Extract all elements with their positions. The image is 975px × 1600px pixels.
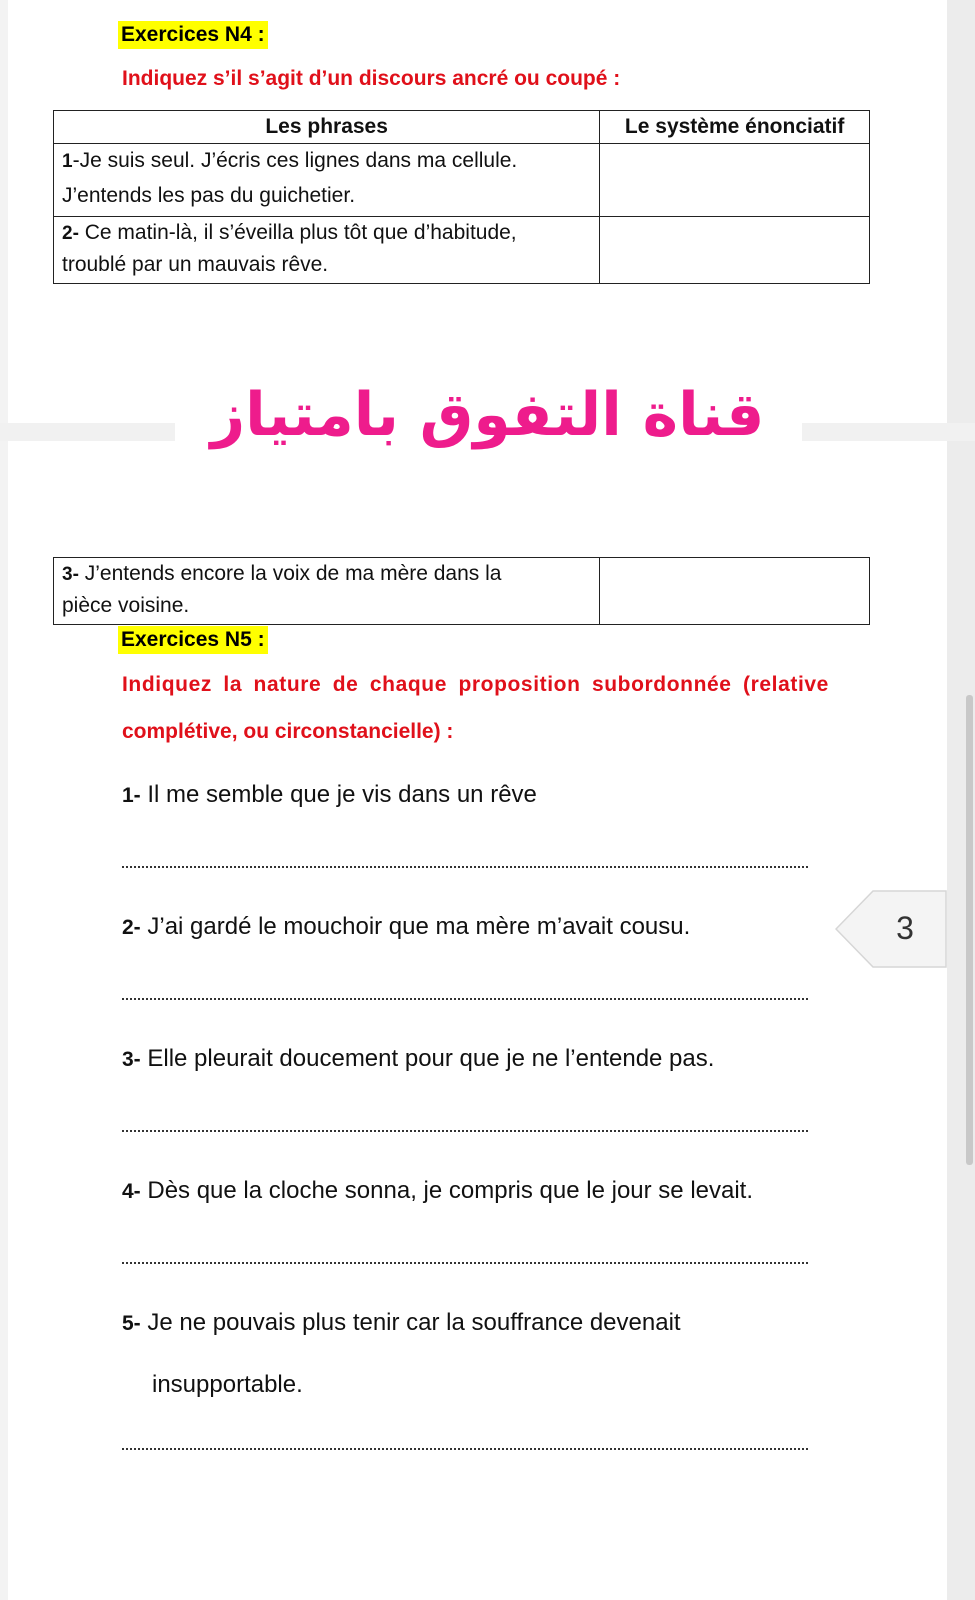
question-item <box>122 1308 681 1339</box>
exercise5-instruction-line2: complétive, ou circonstancielle) : <box>122 720 454 743</box>
phrase-cell <box>54 558 600 625</box>
scrollbar-thumb[interactable] <box>966 695 973 1165</box>
phrase-line1: J’entends encore la voix de ma mère dans la <box>78 562 502 585</box>
page-left-edge <box>0 0 8 1600</box>
column-header-phrases: Les phrases <box>54 111 600 144</box>
page-number: 3 <box>896 910 914 946</box>
question-number: 5- <box>122 1312 141 1335</box>
question-text: Il me semble que je vis dans un rêve <box>140 781 537 808</box>
question-text-continued: insupportable. <box>152 1371 303 1398</box>
exercise5-instruction-line1: Indiquez la nature de chaque proposition subordonnée (relative <box>122 673 829 696</box>
question-text: J’ai gardé le mouchoir que ma mère m’avait cousu. <box>140 913 691 940</box>
question-item <box>122 1044 714 1075</box>
channel-watermark: قناة التفوق بامتياز <box>210 380 765 450</box>
question-item <box>122 912 690 943</box>
page-indicator[interactable] <box>835 890 947 968</box>
exercise4-instruction: Indiquez s’il s’agit d’un discours ancré ou coupé : <box>122 67 621 90</box>
answer-cell[interactable] <box>600 144 870 217</box>
phrase-line2: pièce voisine. <box>62 594 190 617</box>
enonciation-table-continued <box>53 557 870 625</box>
phrase-line1: Ce matin-là, il s’éveilla plus tôt que d’habitude, <box>78 221 517 244</box>
question-item <box>122 780 537 811</box>
question-item <box>122 1176 753 1207</box>
phrase-line2: J’entends les pas du guichetier. <box>62 184 356 207</box>
question-text: Elle pleurait doucement pour que je ne l’entende pas. <box>140 1045 715 1072</box>
answer-cell[interactable] <box>600 558 870 625</box>
question-number: 4- <box>122 1180 141 1203</box>
phrase-number: 3- <box>62 564 79 585</box>
question-number: 2- <box>122 916 141 939</box>
table-header-row <box>54 111 870 144</box>
question-number: 1- <box>122 784 141 807</box>
exercise4-title: Exercices N4 : <box>118 21 268 49</box>
question-text: Je ne pouvais plus tenir car la souffrance devenait <box>140 1309 681 1336</box>
phrase-number: 1 <box>62 151 73 172</box>
question-text: Dès que la cloche sonna, je compris que le jour se levait. <box>140 1177 754 1204</box>
phrase-cell <box>54 217 600 284</box>
phrase-line2: troublé par un mauvais rêve. <box>62 253 329 276</box>
answer-line[interactable] <box>122 1448 808 1450</box>
phrase-cell <box>54 144 600 217</box>
answer-line[interactable] <box>122 1262 808 1264</box>
question-number: 3- <box>122 1048 141 1071</box>
answer-line[interactable] <box>122 866 808 868</box>
phrase-line1: -Je suis seul. J’écris ces lignes dans ma cellule. <box>72 149 518 172</box>
answer-cell[interactable] <box>600 217 870 284</box>
exercise5-title: Exercices N5 : <box>118 626 268 654</box>
table-row <box>54 144 870 217</box>
table-row <box>54 217 870 284</box>
table-row <box>54 558 870 625</box>
page-break-right <box>802 423 975 441</box>
phrase-number: 2- <box>62 223 79 244</box>
page-break-left <box>0 423 175 441</box>
answer-line[interactable] <box>122 1130 808 1132</box>
answer-line[interactable] <box>122 998 808 1000</box>
column-header-systeme: Le système énonciatif <box>600 111 870 144</box>
enonciation-table <box>53 110 870 284</box>
